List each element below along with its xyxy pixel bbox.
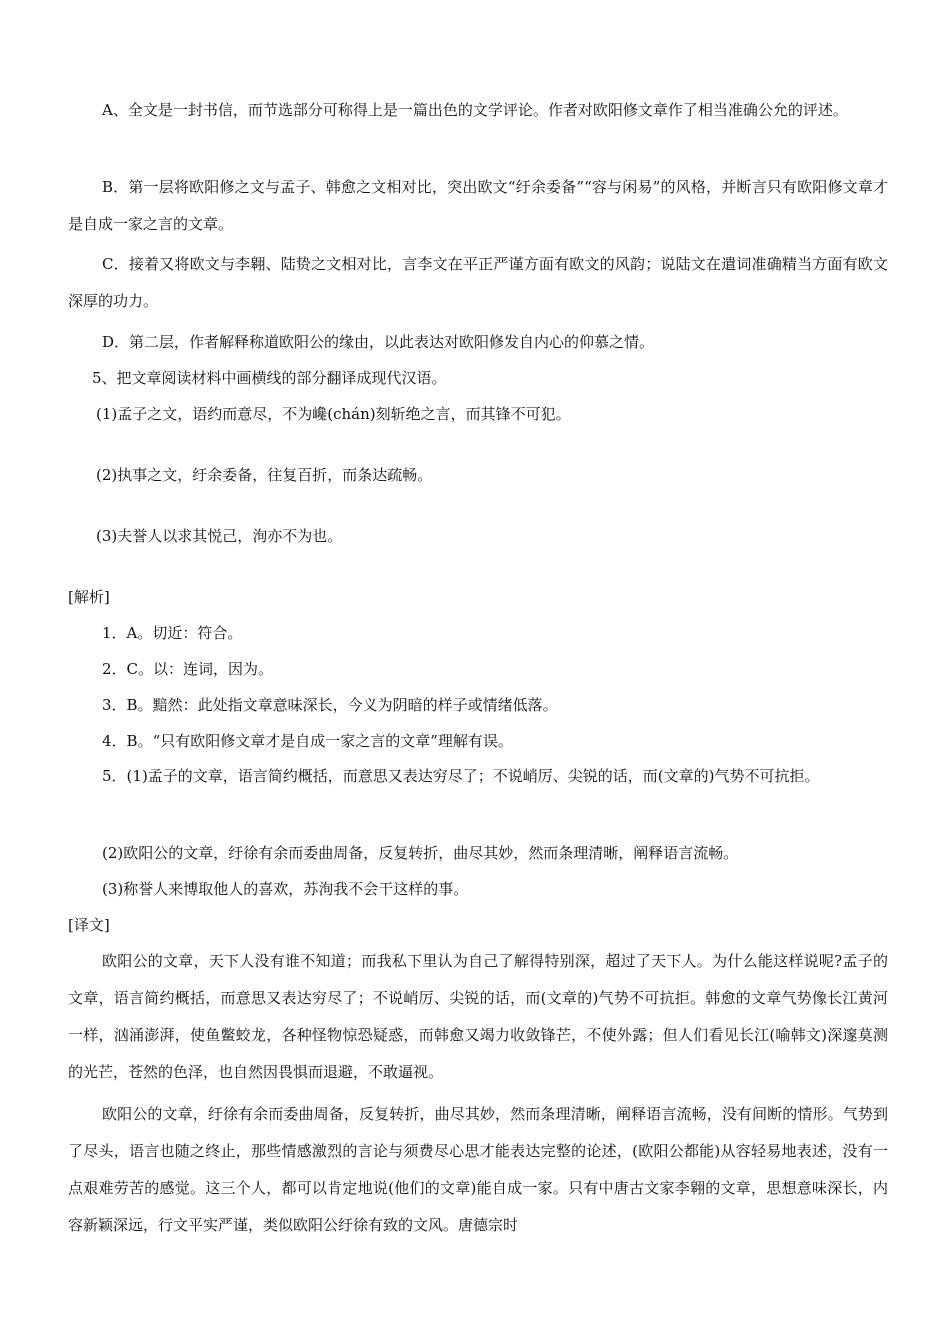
- analysis-answer-1: 1．A。切近：符合。: [102, 624, 243, 642]
- question-5-item-1: (1)孟子之文，语约而意尽，不为巉(chán)刻斩绝之言，而其锋不可犯。: [96, 405, 571, 423]
- analysis-answer-4: 4．B。“只有欧阳修文章才是自成一家之言的文章”理解有误。: [102, 732, 513, 750]
- question-5-item-2: (2)执事之文，纡余委备，往复百折，而条达疏畅。: [96, 466, 433, 484]
- analysis-answer-5-2: (2)欧阳公的文章，纡徐有余而委曲周备，反复转折，曲尽其妙，然而条理清晰，阐释语言流畅。: [102, 844, 739, 862]
- analysis-answer-3: 3．B。黯然：此处指文章意味深长，今义为阴暗的样子或情绪低落。: [102, 696, 558, 714]
- translation-paragraph-2: 欧阳公的文章，纡徐有余而委曲周备，反复转折，曲尽其妙，然而条理清晰，阐释语言流畅，没有间断的情形。气势到了尽头，语言也随之终止，那些情感激烈的言论与须费尽心思才能表达完整的论述，(欧阳公都能)从容轻易地表述，没有一点艰难劳苦的感觉。这三个人，都可以肯定地说(他们的文章)能自成一家。只有中唐古文家李翱的文章，思想意味深长，内容新颖深远，行文平实严谨，类似欧阳公纡徐有致的文风。唐德宗时: [68, 1105, 888, 1234]
- option-c: C．接着又将欧文与李翱、陆贽之文相对比，言李文在平正严谨方面有欧文的风韵；说陆文在遣词准确精当方面有欧文深厚的功力。: [68, 255, 888, 310]
- question-5-item-3: (3)夫誉人以求其悦己，洵亦不为也。: [96, 527, 343, 545]
- analysis-answer-2: 2．C。以：连词，因为。: [102, 660, 274, 678]
- analysis-answer-5-3: (3)称誉人来博取他人的喜欢，苏洵我不会干这样的事。: [102, 880, 469, 898]
- analysis-answer-5-1: 5．(1)孟子的文章，语言简约概括，而意思又表达穷尽了；不说峭厉、尖锐的话，而(文章的)气势不可抗拒。: [102, 767, 820, 785]
- option-d: D．第二层，作者解释称道欧阳公的缘由，以此表达对欧阳修发自内心的仰慕之情。: [102, 333, 655, 351]
- analysis-heading: [解析]: [68, 588, 110, 606]
- question-5-prompt: 5、把文章阅读材料中画横线的部分翻译成现代汉语。: [92, 369, 447, 387]
- option-a: A、全文是一封书信，而节选部分可称得上是一篇出色的文学评论。作者对欧阳修文章作了相当准确公允的评述。: [102, 101, 848, 119]
- translation-paragraph-1: 欧阳公的文章，天下人没有谁不知道；而我私下里认为自己了解得特别深，超过了天下人。为什么能这样说呢?孟子的文章，语言简约概括，而意思又表达穷尽了；不说峭厉、尖锐的话，而(文章的)气势不可抗拒。韩愈的文章气势像长江黄河一样，汹涌澎湃，使鱼鳖蛟龙，各种怪物惊恐疑惑，而韩愈又竭力收敛锋芒，不使外露；但人们看见长江(喻韩文)深邃莫测的光芒，苍然的色泽，也自然因畏惧而退避，不敢逼视。: [68, 952, 888, 1081]
- option-b: B．第一层将欧阳修之文与孟子、韩愈之文相对比，突出欧文“纡余委备”“容与闲易”的风格，并断言只有欧阳修文章才是自成一家之言的文章。: [68, 178, 888, 233]
- translation-heading: [译文]: [68, 916, 110, 934]
